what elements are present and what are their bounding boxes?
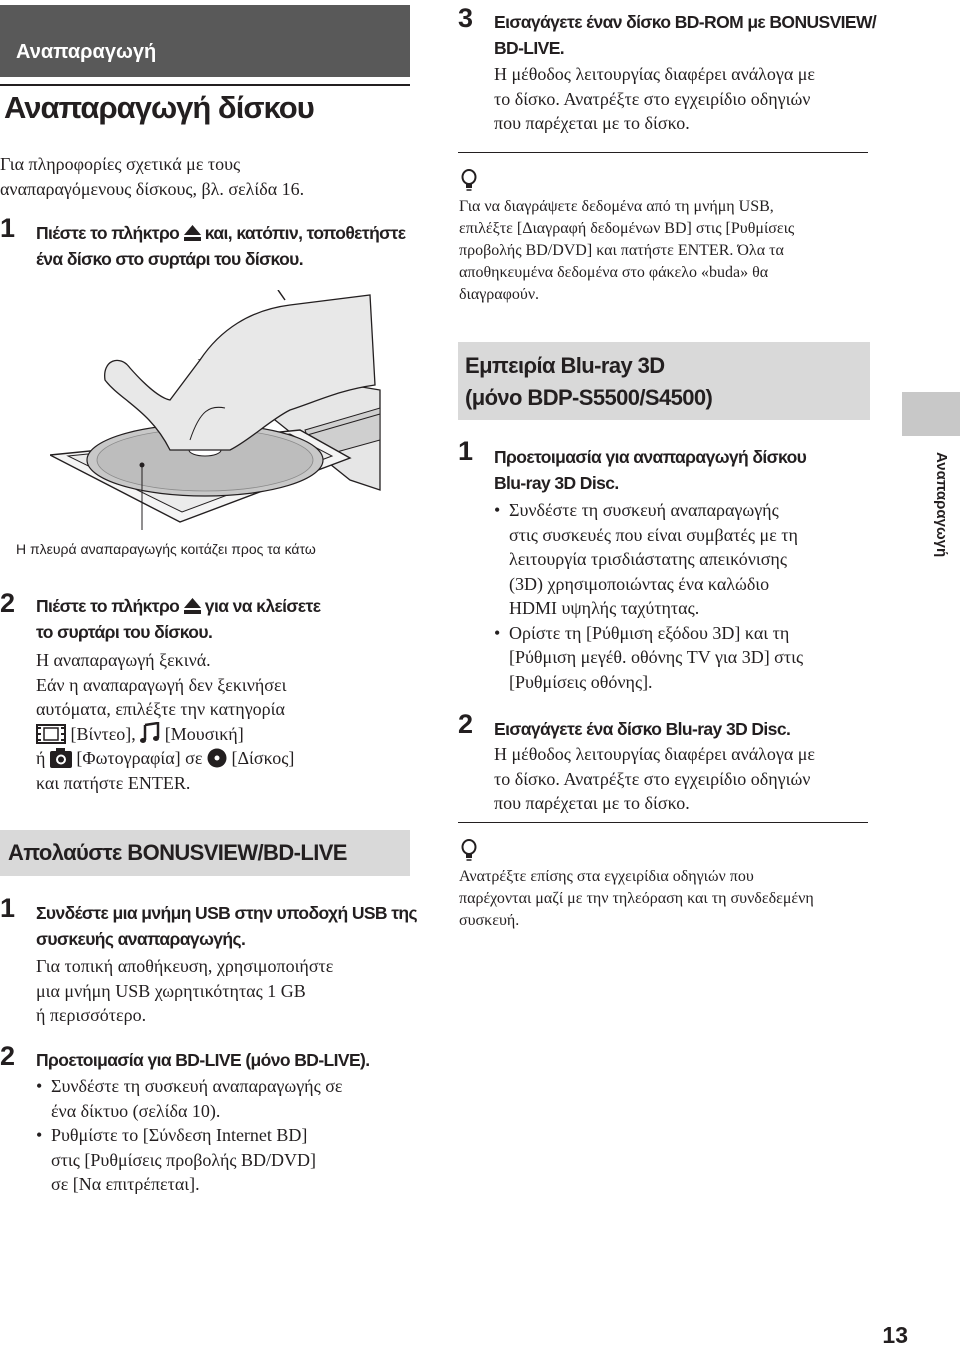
bullet-list xyxy=(36,1074,342,1197)
tip-text: Για να διαγράψετε δεδομένα από τη μνήμη USB, επιλέξτε [Διαγραφή δεδομένων BD] στις [Ρυθμίσεις προβολής BD/DVD] και πατήστε ENTER. Όλα τα αποθηκευμένα δεδομένα στο φάκελο «buda» θα διαγραφούν. xyxy=(459,198,795,303)
section-band xyxy=(0,5,410,77)
step-body: Η αναπαραγωγή ξεκινά. Εάν η αναπαραγωγή δεν ξεκινήσει αυτόματα, επιλέξτε την κατηγορία [Βίντεο], [Μουσική] ή [Φωτογραφία] σε [Δίσκος] και πατήστε ENTER. xyxy=(36,650,295,793)
step-heading: Προετοιμασία για BD-LIVE (μόνο BD-LIVE). xyxy=(36,1050,370,1070)
tip-icon xyxy=(459,838,479,864)
eject-icon xyxy=(184,225,201,241)
section-rule xyxy=(0,84,410,86)
intro-text: Για πληροφορίες σχετικά με τους αναπαραγόμενους δίσκους, βλ. σελίδα 16. xyxy=(0,154,305,199)
tip-icon xyxy=(459,168,479,194)
music-icon xyxy=(140,722,160,744)
photo-icon xyxy=(50,748,72,768)
step-number: 3 xyxy=(458,3,474,33)
step-heading: Εισαγάγετε έναν δίσκο BD-ROM με BONUSVIEW/ BD-LIVE. xyxy=(494,12,877,58)
page-title: Αναπαραγωγή δίσκου xyxy=(4,90,314,125)
bullet-list xyxy=(494,498,803,694)
disc-tray-illustration xyxy=(50,290,390,530)
disc-icon xyxy=(207,748,227,768)
section-title: Αναπαραγωγή xyxy=(16,41,157,63)
side-tab-label: Αναπαραγωγή xyxy=(933,452,950,558)
step-heading: Συνδέστε μια μνήμη USB στην υποδοχή USB της συσκευής αναπαραγωγής. xyxy=(36,903,418,949)
side-tab-marker xyxy=(902,392,960,436)
eject-icon xyxy=(184,598,201,614)
tip-text: Ανατρέξτε επίσης στα εγχειρίδια οδηγιών που παρέχονται μαζί με την τηλεόραση και τη συνδεδεμένη συσκευή. xyxy=(459,868,814,929)
tip-divider xyxy=(458,822,868,823)
list-item: • Συνδέστε τη συσκευή αναπαραγωγής σε ένα δίκτυο (σελίδα 10). xyxy=(36,1074,342,1123)
step-heading: Προετοιμασία για αναπαραγωγή δίσκου Blu-ray 3D Disc. xyxy=(494,447,807,493)
step-number: 1 xyxy=(0,213,16,243)
video-icon xyxy=(36,724,66,744)
step-number: 1 xyxy=(458,436,474,466)
list-item: • Ρυθμίστε το [Σύνδεση Internet BD] στις [Ρυθμίσεις προβολής BD/DVD] σε [Να επιτρέπεται]. xyxy=(36,1123,342,1197)
step-number: 2 xyxy=(458,709,474,739)
list-item: • Ορίστε τη [Ρύθμιση εξόδου 3D] και τη [Ρύθμιση μεγέθ. οθόνης TV για 3D] στις [Ρυθμίσεις οθόνης]. xyxy=(494,621,803,695)
step-body: Για τοπική αποθήκευση, χρησιμοποιήστε μια μνήμη USB χωρητικότητας 1 GB ή περισσότερο. xyxy=(36,956,334,1025)
step-number: 1 xyxy=(0,893,16,923)
step-body: Η μέθοδος λειτουργίας διαφέρει ανάλογα με το δίσκο. Ανατρέξτε στο εγχειρίδιο οδηγιών που παρέχεται με το δίσκο. xyxy=(494,744,815,813)
tip-divider xyxy=(458,152,868,153)
page-number: 13 xyxy=(882,1322,908,1348)
list-item: • Συνδέστε τη συσκευή αναπαραγωγής στις συσκευές που είναι συμβατές με τη λειτουργία τρισδιάστατης απεικόνισης (3D) χρησιμοποιώντας ένα καλώδιο HDMI υψηλής ταχύτητας. xyxy=(494,498,803,621)
step-heading: Πιέστε το πλήκτρο και, κατόπιν, τοποθετήστε ένα δίσκο στο συρτάρι του δίσκου. xyxy=(36,223,406,269)
step-body: Η μέθοδος λειτουργίας διαφέρει ανάλογα με το δίσκο. Ανατρέξτε στο εγχειρίδιο οδηγιών που παρέχεται με το δίσκο. xyxy=(494,64,815,133)
step-heading: Εισαγάγετε ένα δίσκο Blu-ray 3D Disc. xyxy=(494,719,791,739)
section-heading: Εμπειρία Blu-ray 3D (μόνο BDP-S5500/S4500) xyxy=(465,353,713,410)
illustration-caption: Η πλευρά αναπαραγωγής κοιτάζει προς τα κάτω xyxy=(16,541,316,557)
step-heading: Πιέστε το πλήκτρο για να κλείσετε το συρτάρι του δίσκου. xyxy=(36,596,321,642)
section-heading: Απολαύστε BONUSVIEW/BD-LIVE xyxy=(8,840,347,865)
step-number: 2 xyxy=(0,1041,16,1071)
step-number: 2 xyxy=(0,588,16,618)
